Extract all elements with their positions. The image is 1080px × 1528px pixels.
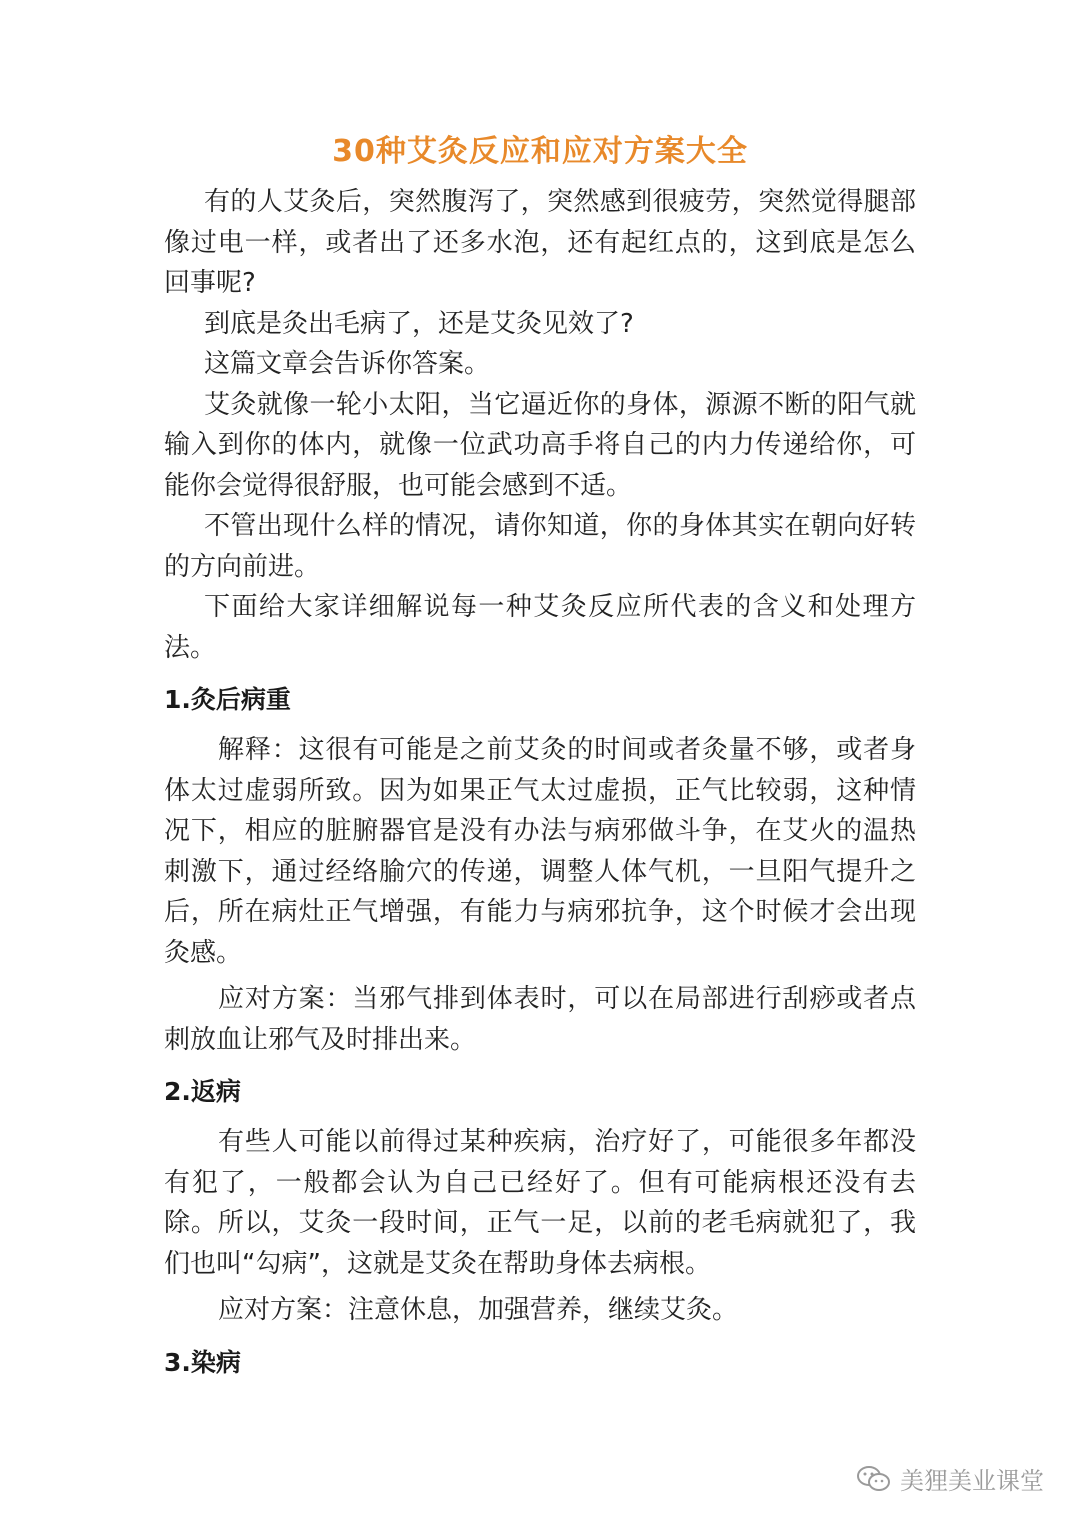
intro-paragraph: 有的人艾灸后，突然腹泻了，突然感到很疲劳，突然觉得腿部像过电一样，或者出了还多水泡，还有起红点的，这到底是怎么回事呢? [164,187,916,298]
intro-paragraph: 艾灸就像一轮小太阳，当它逼近你的身体，源源不断的阳气就输入到你的体内，就像一位武功高手将自己的内力传递给你，可能你会觉得很舒服，也可能会感到不适。 [164,389,916,501]
wechat-icon [856,1464,892,1494]
section-paragraph: 应对方案：当邪气排到体表时，可以在局部进行刮痧或者点刺放血让邪气及时排出来。 [164,984,916,1055]
intro-paragraph: 到底是灸出毛病了，还是艾灸见效了? [204,308,634,339]
section-paragraph: 解释：这很有可能是之前艾灸的时间或者灸量不够，或者身体太过虚弱所致。因为如果正气太过虚损，正气比较弱，这种情况下，相应的脏腑器官是没有办法与病邪做斗争，在艾火的温热刺激下，通过经络腧穴的传递，调整人体气机，一旦阳气提升之后，所在病灶正气增强，有能力与病邪抗争，这个时候才会出现灸感。 [164,735,916,968]
intro-paragraph: 这篇文章会告诉你答案。 [204,349,491,379]
watermark-text: 美狸美业课堂 [900,1467,1044,1495]
section-heading: 2.返病 [164,1077,241,1106]
section-paragraph: 应对方案：注意休息，加强营养，继续艾灸。 [218,1295,739,1325]
intro-paragraph: 下面给大家详细解说每一种艾灸反应所代表的含义和处理方法。 [164,592,916,663]
article [164,128,916,1393]
watermark [856,1461,1044,1496]
section-heading: 3.染病 [164,1347,241,1377]
section-paragraph: 有些人可能以前得过某种疾病，治疗好了，可能很多年都没有犯了，一般都会认为自己已经好了。但有可能病根还没有去除。所以，艾灸一段时间，正气一足，以前的老毛病就犯了，我们也叫“勾病”，这就是艾灸在帮助身体去病根。 [164,1127,916,1279]
intro-paragraph: 不管出现什么样的情况，请你知道，你的身体其实在朝向好转的方向前进。 [164,511,916,582]
section-heading: 1.灸后病重 [164,685,291,714]
article-title: 30种艾灸反应和应对方案大全 [332,134,748,169]
